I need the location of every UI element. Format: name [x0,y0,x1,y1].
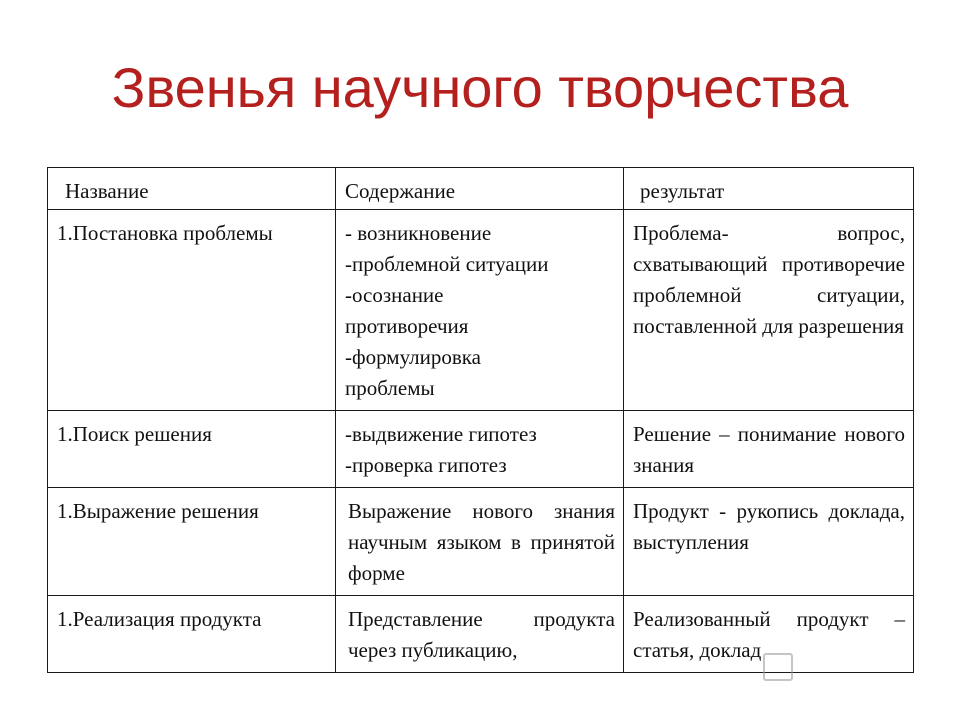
header-label: Название [65,179,149,203]
table-row [48,411,914,488]
cell-content [336,596,624,673]
monitor-icon [763,653,793,681]
row-name: 1.Реализация продукта [57,607,262,631]
cell-name [48,411,336,488]
cell-result [624,488,914,596]
table-row [48,488,914,596]
slide-title: Звенья научного творчества [111,56,849,119]
cell-content [336,210,624,411]
content-line: Представление продукта через публикацию, [348,607,615,662]
content-line: -проблемной ситуации [345,252,549,276]
header-label: Содержание [345,179,456,203]
row-result: Решение – понимание нового знания [633,422,905,477]
cell-name [48,210,336,411]
header-cell-name [48,168,336,210]
table-row [48,210,914,411]
creativity-table [47,167,914,673]
header-label: результат [640,179,725,203]
header-cell-content [336,168,624,210]
cell-name [48,488,336,596]
cell-name [48,596,336,673]
row-result: Продукт - рукопись доклада, выступления [633,499,905,554]
cell-result [624,210,914,411]
cell-content [336,488,624,596]
content-line: -осознание противоречия [345,283,469,338]
content-line: -формулировка проблемы [345,345,481,400]
cell-result [624,411,914,488]
table-header-row [48,168,914,210]
row-name: 1.Выражение решения [57,499,259,523]
header-cell-result [624,168,914,210]
content-line: Выражение нового знания научным языком в принятой форме [348,499,615,585]
content-line: -выдвижение гипотез [345,422,537,446]
watermark [763,652,799,686]
row-name: 1.Поиск решения [57,422,212,446]
row-result: Реализованный продукт – статья, доклад [633,607,905,662]
content-line: -проверка гипотез [345,453,507,477]
cell-content [336,411,624,488]
row-name: 1.Постановка проблемы [57,221,273,245]
row-result: Проблема- вопрос, схватывающий противоречие проблемной ситуации, поставленной для разрешения [633,221,905,338]
content-line: - возникновение [345,221,492,245]
